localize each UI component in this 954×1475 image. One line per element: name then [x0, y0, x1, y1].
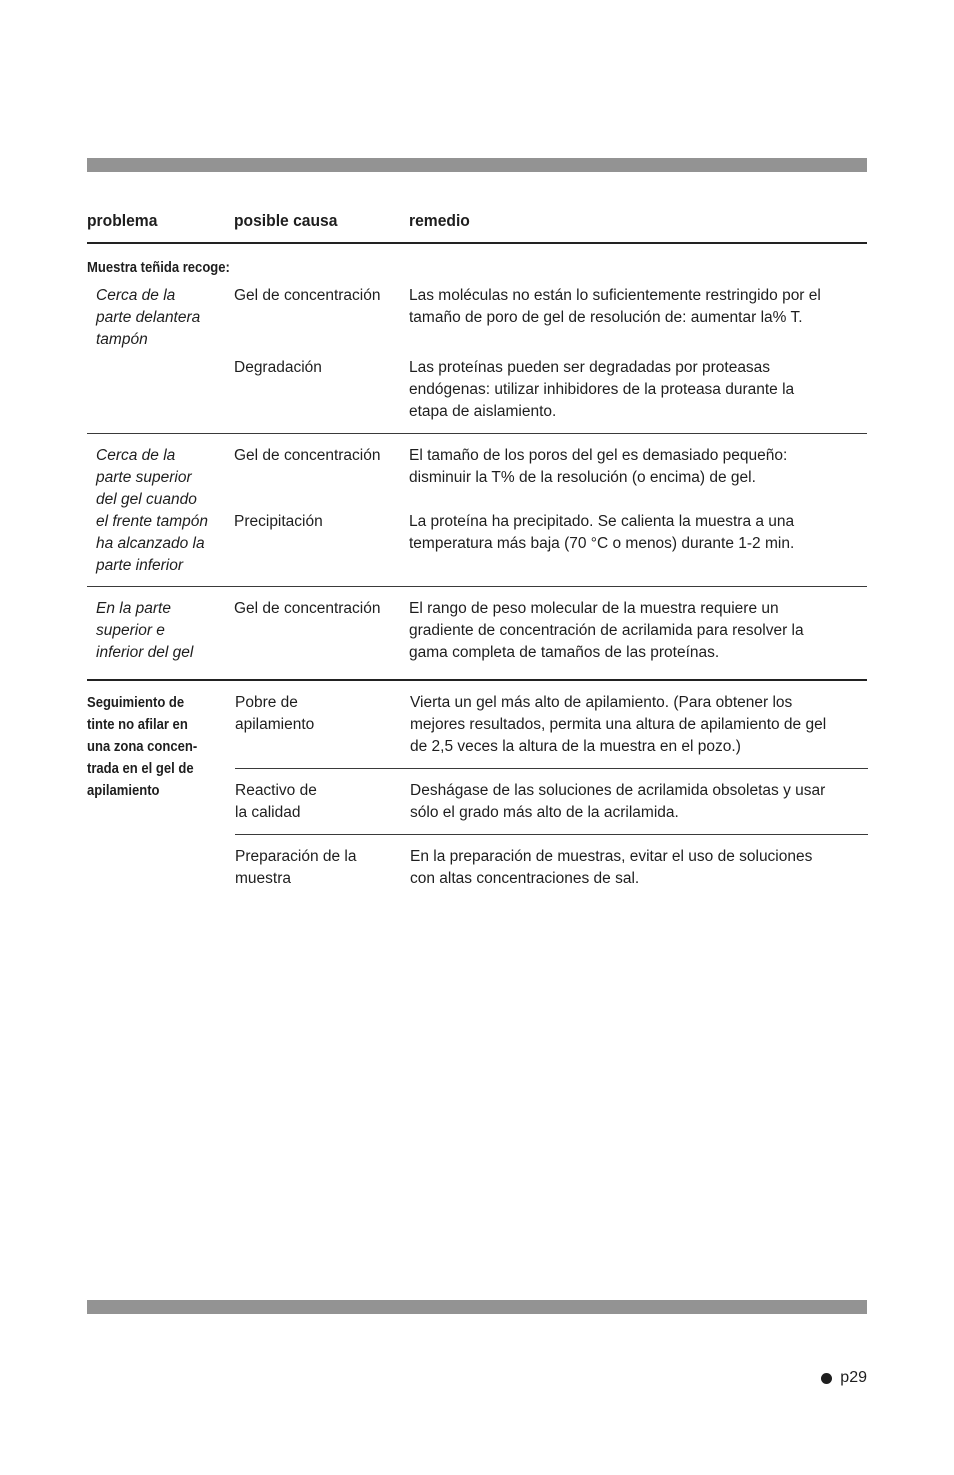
- problem-text-line: ha alcanzado la: [96, 535, 205, 552]
- remedy-text-line: sólo el grado más alto de la acrilamida.: [410, 804, 679, 821]
- remedy-text-line: La proteína ha precipitado. Se calienta la muestra a una: [409, 513, 795, 530]
- remedy-text-line: Deshágase de las soluciones de acrilamida obsoletas y usar: [410, 782, 826, 799]
- section-divider: [87, 679, 867, 681]
- remedy-text-line: endógenas: utilizar inhibidores de la proteasa durante la: [409, 381, 795, 398]
- remedy-text-line: etapa de aislamiento.: [409, 403, 557, 420]
- remedy-text-line: Las moléculas no están lo suficientemente restringido por el: [409, 287, 821, 304]
- section-title-line: una zona concen-: [87, 739, 198, 755]
- section-title-line: tinte no afilar en: [87, 717, 188, 733]
- row-divider: [235, 834, 868, 835]
- cause-text-line: Preparación de la: [235, 848, 357, 865]
- row-divider: [235, 768, 868, 769]
- page-number: p29: [840, 1369, 867, 1386]
- cause-text-line: Pobre de: [235, 694, 298, 711]
- section-title-line: Seguimiento de: [87, 695, 185, 711]
- remedy-text-line: El tamaño de los poros del gel es demasiado pequeño:: [409, 447, 788, 464]
- bottom-decorative-bar: [87, 1300, 867, 1314]
- column-header-cause: posible causa: [234, 211, 338, 230]
- remedy-text-line: mejores resultados, permita una altura de apilamiento de gel: [410, 716, 827, 733]
- remedy-text-line: En la preparación de muestras, evitar el uso de soluciones: [410, 848, 813, 865]
- column-header-remedy: remedio: [409, 211, 470, 230]
- cause-text-line: muestra: [235, 870, 291, 887]
- problem-text-line: inferior del gel: [96, 644, 194, 661]
- column-header-problem: problema: [87, 211, 158, 230]
- cause-text-line: la calidad: [235, 804, 301, 821]
- cause-text-line: Gel de concentración: [234, 447, 381, 464]
- remedy-text-line: El rango de peso molecular de la muestra requiere un: [409, 600, 779, 617]
- remedy-text-line: gama completa de tamaños de las proteínas.: [409, 644, 720, 661]
- bullet-dot-icon: [821, 1373, 832, 1384]
- page-footer: [821, 1367, 867, 1389]
- problem-text-line: tampón: [96, 331, 148, 348]
- section-title-stained-sample: Muestra teñida recoge:: [87, 260, 230, 276]
- cause-text-line: Reactivo de: [235, 782, 317, 799]
- section-title-line: trada en el gel de: [87, 761, 194, 777]
- problem-text-line: Cerca de la: [96, 287, 176, 304]
- problem-text-line: En la parte: [96, 600, 171, 617]
- cause-text-line: Degradación: [234, 359, 322, 376]
- row-divider: [87, 586, 867, 587]
- cause-text-line: Gel de concentración: [234, 287, 381, 304]
- cause-text-line: apilamiento: [235, 716, 315, 733]
- problem-text-line: del gel cuando: [96, 491, 197, 508]
- remedy-text-line: de 2,5 veces la altura de la muestra en el pozo.): [410, 738, 741, 755]
- problem-text-line: el frente tampón: [96, 513, 209, 530]
- problem-text-line: Cerca de la: [96, 447, 176, 464]
- problem-text-line: parte delantera: [96, 309, 201, 326]
- remedy-text-line: tamaño de poro de gel de resolución de: aumentar la% T.: [409, 309, 803, 326]
- cause-text-line: Gel de concentración: [234, 600, 381, 617]
- section-title-line: apilamiento: [87, 783, 160, 799]
- remedy-text-line: Vierta un gel más alto de apilamiento. (Para obtener los: [410, 694, 793, 711]
- top-decorative-bar: [87, 158, 867, 172]
- remedy-text-line: con altas concentraciones de sal.: [410, 870, 640, 887]
- remedy-text-line: gradiente de concentración de acrilamida para resolver la: [409, 622, 804, 639]
- header-divider: [87, 242, 867, 244]
- remedy-text-line: Las proteínas pueden ser degradadas por proteasas: [409, 359, 771, 376]
- cause-text-line: Precipitación: [234, 513, 323, 530]
- problem-text-line: parte superior: [96, 469, 192, 486]
- remedy-text-line: disminuir la T% de la resolución (o encima) de gel.: [409, 469, 756, 486]
- row-divider: [87, 433, 867, 434]
- problem-text-line: parte inferior: [96, 557, 184, 574]
- remedy-text-line: temperatura más baja (70 °C o menos) durante 1-2 min.: [409, 535, 795, 552]
- problem-text-line: superior e: [96, 622, 165, 639]
